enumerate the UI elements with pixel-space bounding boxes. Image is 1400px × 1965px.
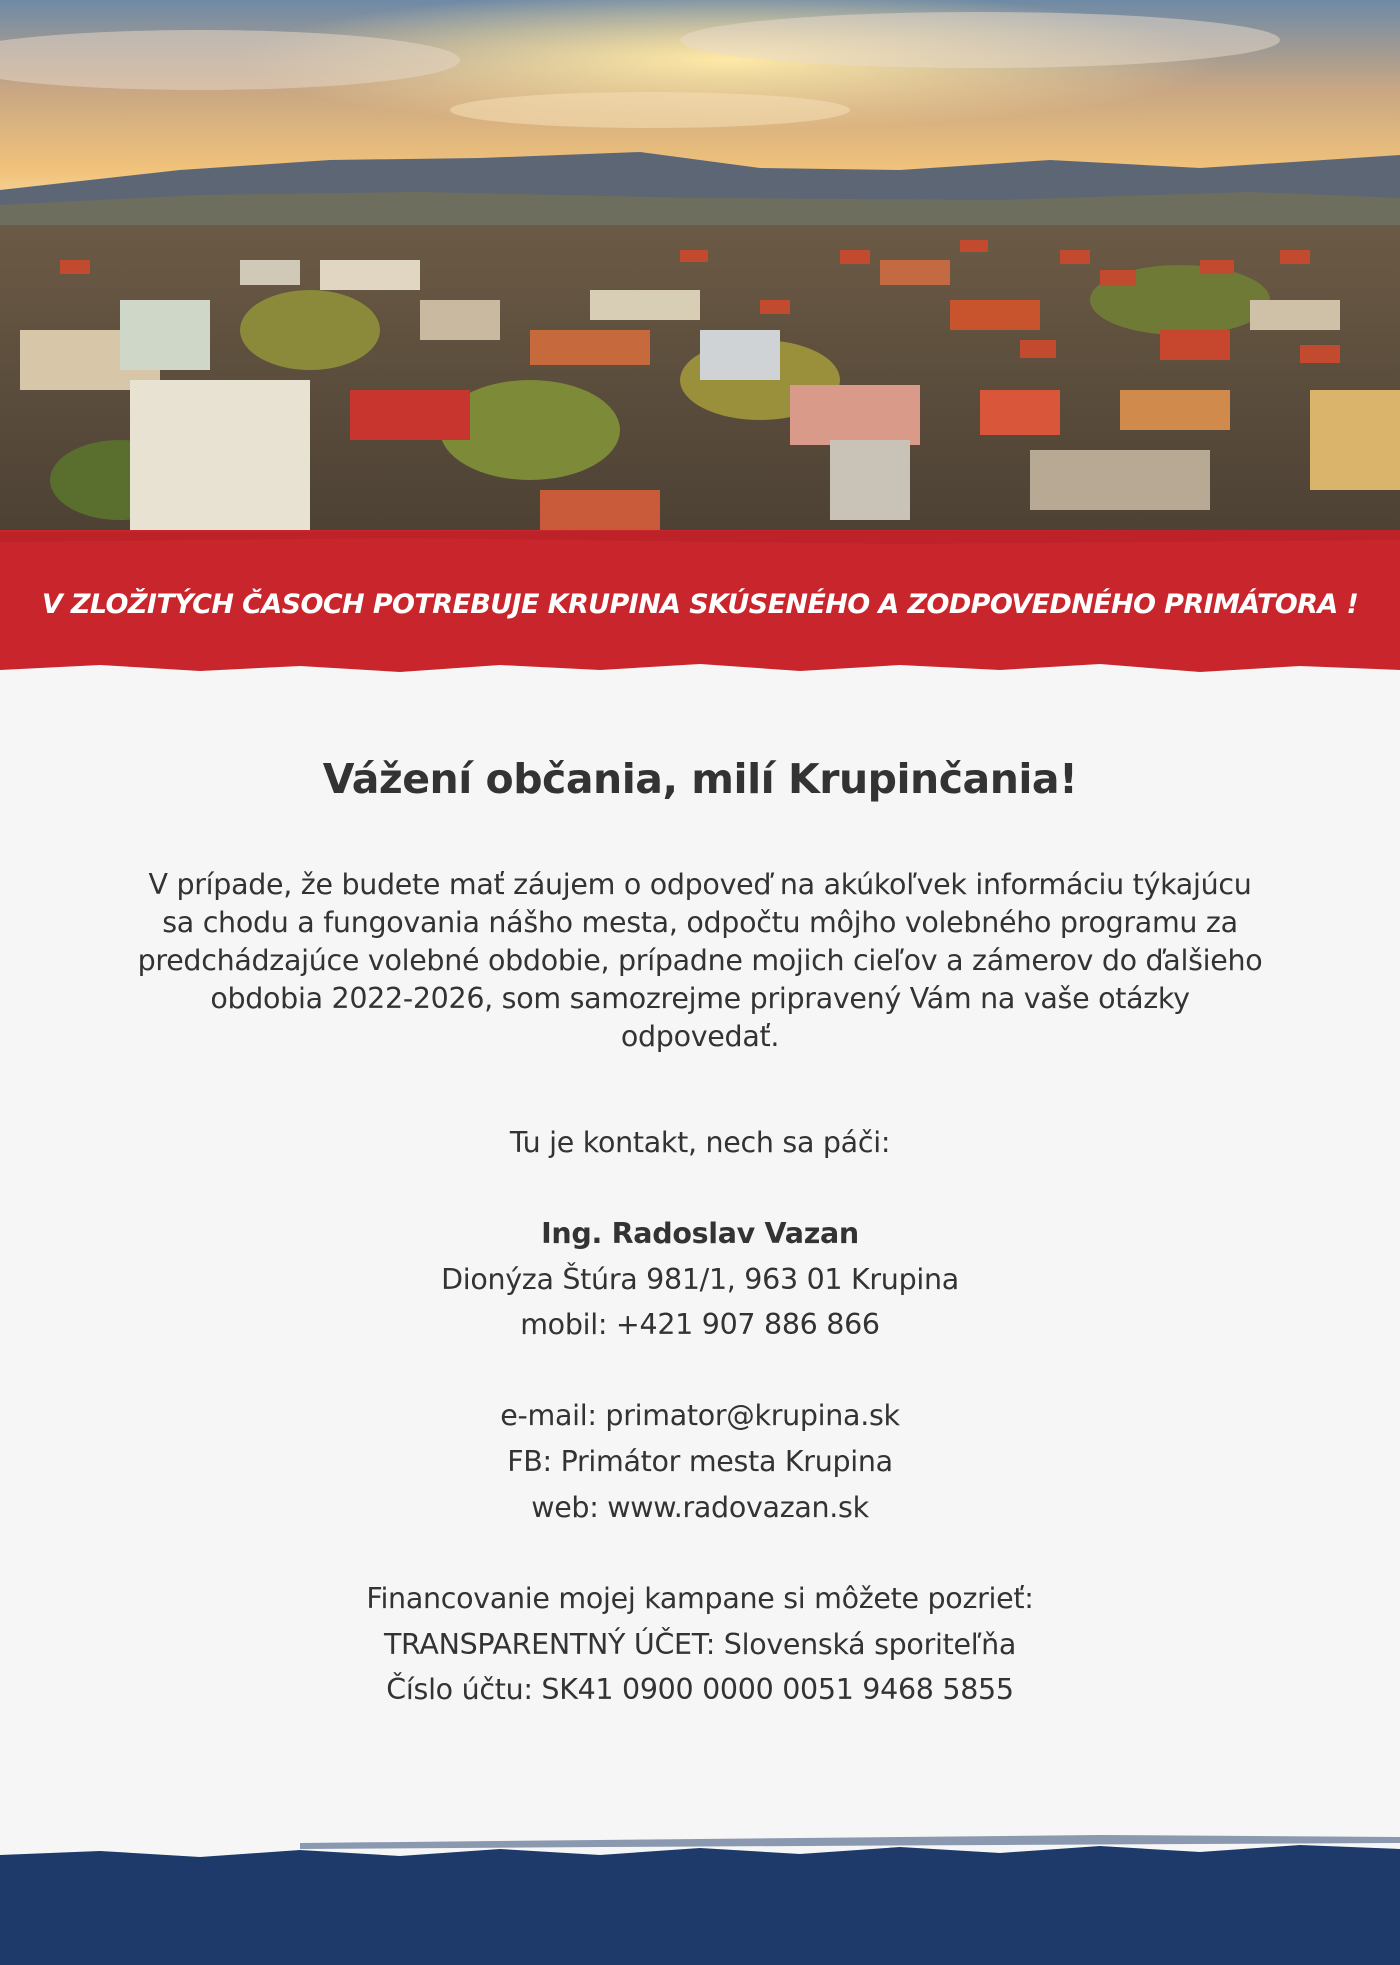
intro-line: V prípade, že budete mať záujem o odpoveď na akúkoľvek informáciu týkajúcu: [148, 868, 1252, 901]
greeting-heading: Vážení občania, milí Krupinčania!: [322, 755, 1078, 803]
intro-paragraph: [30, 866, 1370, 1056]
hero-town-photo: [0, 0, 1400, 560]
transparent-account-line: TRANSPARENTNÝ ÚČET: Slovenská sporiteľňa: [383, 1628, 1017, 1661]
financing-intro: Financovanie mojej kampane si môžete pozrieť:: [366, 1582, 1034, 1615]
intro-line: predchádzajúce volebné obdobie, prípadne mojich cieľov a zámerov do ďalšieho: [137, 944, 1263, 977]
facebook-link[interactable]: FB: Primátor mesta Krupina: [507, 1445, 893, 1478]
contact-intro: Tu je kontakt, nech sa páči:: [509, 1126, 891, 1159]
candidate-name: Ing. Radoslav Vazan: [541, 1217, 859, 1250]
address-line: Dionýza Štúra 981/1, 963 01 Krupina: [441, 1263, 959, 1296]
website-link[interactable]: web: www.radovazan.sk: [531, 1491, 869, 1524]
mobile-line: mobil: +421 907 886 866: [520, 1308, 880, 1341]
intro-line: odpovedať.: [620, 1020, 780, 1053]
intro-line: obdobia 2022-2026, som samozrejme pripravený Vám na vaše otázky: [210, 982, 1190, 1015]
email-link[interactable]: e-mail: primator@krupina.sk: [500, 1399, 900, 1432]
footer-band: [0, 1825, 1400, 1965]
account-number-line: Číslo účtu: SK41 0900 0000 0051 9468 5855: [386, 1673, 1014, 1706]
slogan-banner: [0, 530, 1400, 690]
intro-line: sa chodu a fungovania nášho mesta, odpočtu môjho volebného programu za: [162, 906, 1238, 939]
slogan-text: V ZLOŽITÝCH ČASOCH POTREBUJE KRUPINA SKÚSENÉHO A ZODPOVEDNÉHO PRIMÁTORA !: [41, 589, 1359, 620]
